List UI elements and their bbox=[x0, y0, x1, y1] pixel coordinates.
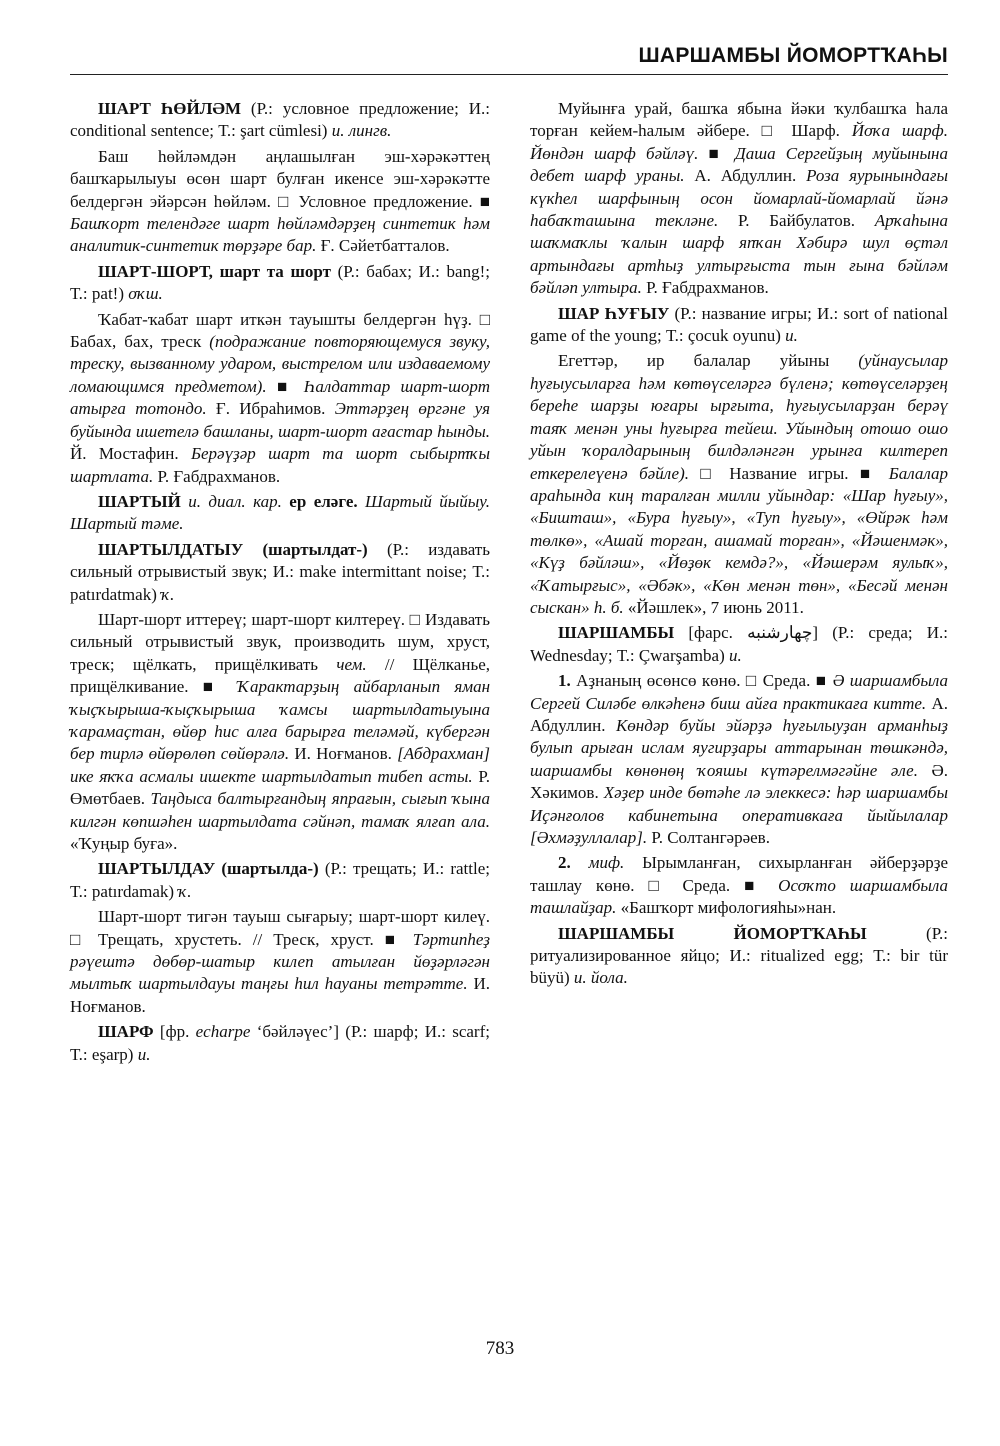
body-text: Аҙнаның өсөнсө көнө. □ Среда. ■ bbox=[570, 671, 833, 691]
body-text: Ырымланған, сихырланған әйберҙәрҙе ташлау көнө. □ Среда. ■ bbox=[530, 853, 949, 895]
body-text: «Башҡорт мифологияһы»нан. bbox=[616, 898, 837, 918]
dictionary-paragraph bbox=[70, 491, 490, 536]
body-text: ‘бәйләүес’] (Р.: шарф; И.: scarf; Т.: eşarp) bbox=[70, 1022, 490, 1064]
running-header bbox=[70, 38, 948, 75]
body-text: (Р.: условное предложение; И.: conditional sentence; Т.: şart cümlesi) bbox=[70, 99, 490, 141]
italic-text: Йоҡа шарф. Йөндән шарф бәйләү. bbox=[530, 121, 948, 163]
body-text: А. Абдуллин. bbox=[684, 166, 807, 186]
headword: ШАРТ ҺӨЙЛӘМ bbox=[98, 99, 241, 118]
italic-text: и. bbox=[785, 326, 798, 346]
body-text: Р. Өмөтбаев. bbox=[70, 766, 490, 809]
headword: ШАРТЫЛДАТЫУ (шартылдат-) bbox=[98, 539, 368, 559]
headword: ШАРТЫЙ bbox=[98, 491, 181, 511]
italic-text: ҡ. bbox=[178, 881, 192, 901]
italic-text: и. bbox=[728, 645, 742, 665]
body-text: Шарт-шорт иттереү; шарт-шорт килтереү. □ Издавать сильный отрывистый звук, производить шум, хруст, треск; щёлкать, прищёлкивать bbox=[70, 609, 490, 674]
body-text: (Р.: название игры; И.: sort of national game of the young; Т.: çocuk oyunu) bbox=[530, 303, 948, 346]
body-text: Р. Байбулатов. bbox=[718, 211, 875, 231]
left-column bbox=[70, 98, 490, 1069]
italic-text: Башҡорт телендәге шарт һөйләмдәрҙең синтетик һәм аналитик-синтетик төрҙәре бар. bbox=[70, 214, 490, 256]
body-text: (Р.: ритуализированное яйцо; И.: ritualized egg; Т.: bir tür büyü) bbox=[530, 923, 948, 988]
dictionary-paragraph bbox=[70, 1021, 490, 1066]
italic-text: Таңдыса балтырғандың япрағын, сығып ҡына килгән көпшәһен шартылдата сәйнәп, тамаҡ ялғап ала. bbox=[70, 789, 490, 831]
italic-text: Хәҙер инде бөтәһе лә элеккесә: һәр шаршамбы Иҫәнғолов кабинетына оперативкаға йыйылалар [Әхмәҙуллалар]. bbox=[530, 783, 948, 847]
dictionary-paragraph bbox=[70, 309, 490, 488]
italic-text: Осоҡто шаршамбыла ташлайҙар. bbox=[530, 875, 949, 918]
body-text: (Р.: бабах; И.: bang!; Т.: pat!) bbox=[70, 261, 490, 304]
italic-text: Даша Сергейҙың муйынына дебет шарф ураны. bbox=[530, 143, 948, 186]
body-text: [фарс. چهارشنبه] (Р.: среда; И.: Wednesday; Т.: Çwarşamba) bbox=[530, 623, 948, 665]
dictionary-paragraph bbox=[70, 539, 490, 606]
body-text: «Ҡуңыр буға». bbox=[70, 834, 178, 853]
headword: ШАР ҺУҒЫУ bbox=[558, 303, 670, 323]
italic-text: Балалар араһында киң таралған милли уйындар: «Шар һуғыу», «Бишташ», «Бура һуғыу», «Туп һуғыу», «Өйрәк һәм төлкө», «Ашай торған, ашамай торған», «Йәшенмәк», «Күҙ бәйләш», «Йөҙөк кемдә?», «Йәшерәм яулыҡ», «Ҡатырғыс», «Әбәк», «Көн менән төн», «Бесәй менән сыскан» bbox=[530, 463, 949, 617]
body-text: ■ bbox=[266, 376, 304, 396]
italic-text: echarpe bbox=[195, 1022, 251, 1042]
italic-text: h. б. bbox=[593, 597, 624, 617]
dictionary-paragraph bbox=[530, 923, 948, 990]
dictionary-paragraph bbox=[70, 906, 490, 1018]
dictionary-paragraph bbox=[530, 852, 948, 919]
italic-text: и. лингв. bbox=[331, 121, 392, 141]
dictionary-paragraph bbox=[70, 146, 490, 258]
headword: ШАРТ-ШОРТ, шарт та шорт bbox=[98, 261, 331, 281]
body-text: «Йәшлек», 7 июнь 2011. bbox=[623, 597, 804, 617]
body-text: (Р.: издавать сильный отрывистый звук; И.: make intermittant noise; Т.: patırdatmak) bbox=[70, 539, 490, 604]
dictionary-paragraph bbox=[530, 670, 948, 849]
body-text: // Щёлканье, прищёлкивание. ■ bbox=[70, 654, 490, 697]
body-text: (Р.: трещать; И.: rattle; Т.: patırdamak) bbox=[70, 859, 490, 901]
italic-text: оҡш. bbox=[128, 284, 163, 304]
dictionary-paragraph bbox=[530, 350, 948, 619]
body-text: Р. Ғабдрахманов. bbox=[153, 466, 281, 486]
body-text: Муйынға урай, башҡа ябына йәки ҡулбашҡа һала торған кейем-һалым әйбере. □ Шарф. bbox=[530, 99, 948, 141]
body-text: Ә. Хәкимов. bbox=[530, 760, 949, 803]
body-text: Баш һөйләмдән аңлашылған эш-хәрәкәттең башҡарылыуы өсөн шарт булған икенсе эш-хәрәкәтте белдергән эйәрсән һөйләм. □ Условное предложение. ■ bbox=[70, 146, 490, 211]
body-text: [фр. bbox=[153, 1022, 196, 1042]
body-text: Ғ. Сәйетбатталов. bbox=[316, 236, 450, 256]
body-text bbox=[358, 492, 365, 511]
italic-text: Һалдаттар шарт-шорт атырға тотондо. bbox=[70, 376, 490, 419]
body-text: Шарт-шорт тигән тауыш сығарыу; шарт-шорт килеү. □ Трещать, хрустеть. // Треск, хруст. ■ bbox=[70, 907, 490, 949]
dictionary-paragraph bbox=[70, 98, 490, 143]
italic-text: Эттәрҙең өргәне уя буйында ишетелә башланы, шарт-шорт ағастар һынды. bbox=[70, 399, 490, 441]
body-text: Р. Ғабдрахманов. bbox=[641, 278, 769, 298]
headword: ШАРШАМБЫ ЙОМОРТҠАҺЫ bbox=[558, 923, 867, 943]
italic-text: (уйнаусылар һуғыусыларға һәм көтөүселәргә бүленә; көтөүселәрҙең береһе шарҙы юғары ырғыта, һуғыусыларҙан берәү таяҡ менән уны һуғырға тейеш. Уйындың отошо ошо уйын ҡоралдарының билдәләнгән урынға килтереп еткерелеүенә бәйле). bbox=[530, 351, 948, 483]
italic-text: Ә шаршамбыла Сергей Силәбе өлкәһенә биш айға практикаға китте. bbox=[530, 671, 948, 713]
italic-text: и. bbox=[137, 1044, 151, 1064]
body-text: Ҡабат-ҡабат шарт иткән тауышты белдергән һүҙ. □ Бабах, бах, треск bbox=[70, 309, 490, 352]
dictionary-paragraph bbox=[530, 303, 948, 348]
body-text bbox=[571, 853, 589, 872]
right-column bbox=[530, 98, 948, 993]
italic-text: (подражание повторяющемуся звуку, треску, вызванному ударом, выстрелом или издаваемому ломающимся предметом). bbox=[70, 332, 490, 396]
body-text: □ Название игры. ■ bbox=[689, 463, 889, 483]
body-text: ■ bbox=[698, 143, 735, 163]
dictionary-paragraph bbox=[70, 609, 490, 855]
italic-text: Шартый йыйыу. Шартый тәме. bbox=[70, 491, 491, 534]
dictionary-paragraph bbox=[530, 622, 948, 667]
body-text: И. Ноғманов. bbox=[289, 744, 398, 764]
headword: 1. bbox=[558, 671, 571, 691]
italic-text: Көндәр буйы эйәрҙә һуғылыуҙан арманһыҙ булып арыған ислам яугирҙары аттарынан төшкәндә, шаршамбы көнөнөң ҡояшы күтәрелмәгәйне әле. bbox=[530, 715, 948, 780]
headword: 2. bbox=[558, 853, 571, 873]
running-title: ШАРШАМБЫ ЙОМОРТҠАҺЫ bbox=[638, 44, 948, 67]
body-text: А. Абдуллин. bbox=[530, 693, 948, 735]
italic-text: и. йола. bbox=[573, 968, 628, 988]
headword: ШАРФ bbox=[98, 1022, 154, 1042]
body-text: И. Ноғманов. bbox=[70, 974, 490, 1016]
italic-text: чем. bbox=[336, 654, 367, 674]
body-text: Р. Солтангәрәев. bbox=[647, 828, 770, 847]
headword: ШАРШАМБЫ bbox=[558, 623, 675, 643]
italic-text: Арҡаһына шаҡмаҡлы ҡалын шарф япҡан Хәбирә шул өҫтәл артындағы артһыҙ ултырғыста тын ғына бәйләм бәйләп ултыра. bbox=[530, 211, 948, 298]
dictionary-paragraph bbox=[70, 858, 490, 903]
body-text: Егеттәр, ир балалар уйыны bbox=[558, 351, 859, 371]
body-text: Й. Мостафин. bbox=[70, 444, 191, 464]
italic-text: миф. bbox=[588, 853, 625, 873]
headword: ер еләге. bbox=[281, 491, 358, 511]
italic-text: [Абдрахман] ике яҡҡа асмалы ишекте шартылдатып тибеп асты. bbox=[70, 744, 490, 786]
italic-text: Тәртипһеҙ рәүештә дөбөр-шатыр килеп атылған йөҙәрләгән мылтыҡ шартылдауы таңғы һил һауаны тетрәтте. bbox=[70, 929, 490, 994]
italic-text: Берәүҙәр шарт та шорт сыбыртҡы шартлата. bbox=[70, 444, 490, 486]
italic-text: ҡ. bbox=[161, 584, 175, 604]
page-number: 783 bbox=[485, 1338, 515, 1359]
dictionary-paragraph bbox=[70, 261, 490, 306]
italic-text: Ҡарактарҙың айбарланып яман ҡыҫҡырыша-ҡыҫҡырыша ҡамсы шартылдатыуына ҡарамаҫтан, өйөр һис алға барырға теләмәй, күбергән бер тирлә өйөрөлөп сөйөрәлә. bbox=[70, 677, 491, 764]
body-text: Ғ. Ибраһимов. bbox=[206, 399, 335, 419]
headword: ШАРТЫЛДАУ (шартылда-) bbox=[98, 859, 319, 879]
italic-text: Роза яурынындағы күкһел шарфының осон йомарлай-йомарлай йәнә һабаҡташына текләне. bbox=[530, 166, 948, 231]
dictionary-paragraph bbox=[530, 98, 948, 300]
italic-text: и. диал. кар. bbox=[188, 491, 282, 511]
